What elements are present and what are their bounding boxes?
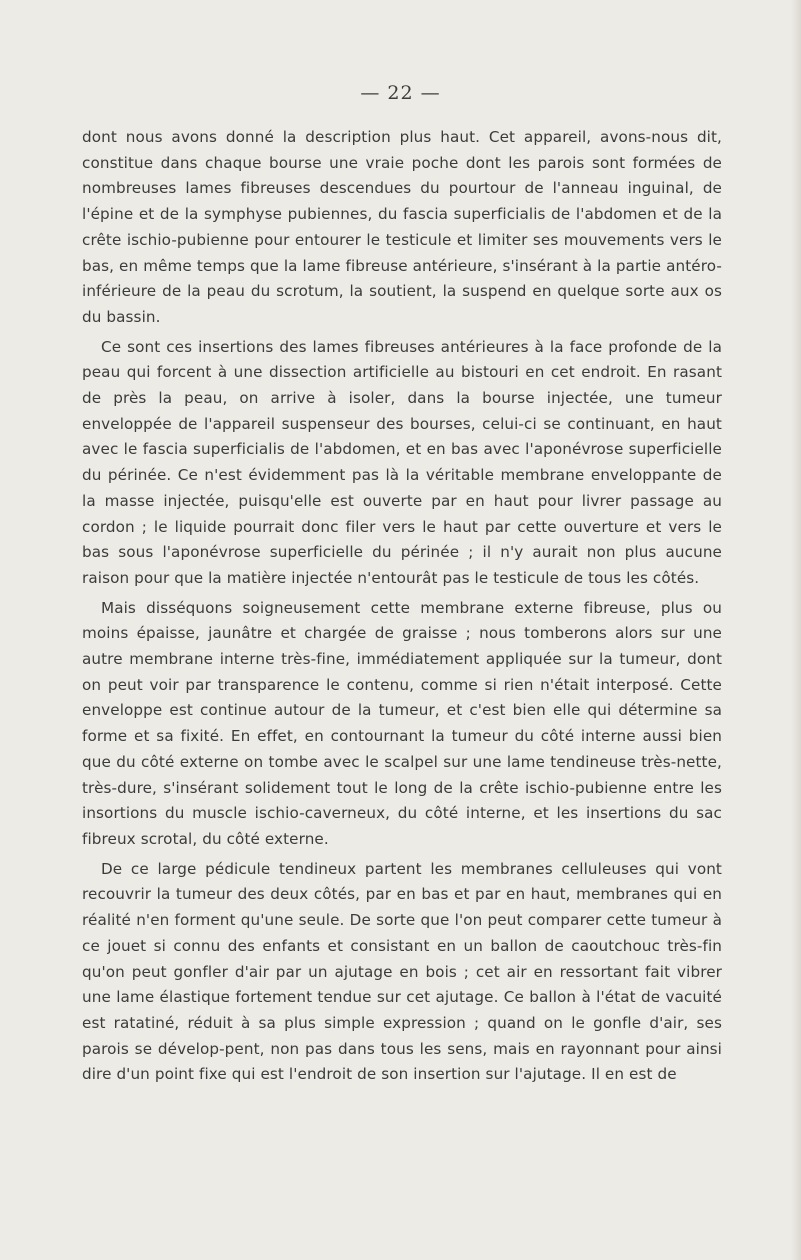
body-text — [82, 125, 722, 1088]
page-edge-shadow — [791, 0, 801, 1260]
paragraph-3: Mais disséquons soigneusement cette membrane externe fibreuse, plus ou moins épaisse, jaunâtre et chargée de graisse ; nous tomberons alors sur une autre membrane interne très-fine, immédiatement appliquée sur la tumeur, dont on peut voir par transparence le contenu, comme si rien n'était interposé. Cette enveloppe est continue autour de la tumeur, et c'est bien elle qui détermine sa forme et sa fixité. En effet, en contournant la tumeur du côté interne aussi bien que du côté externe on tombe avec le scalpel sur une lame tendineuse très-nette, très-dure, s'insérant solidement tout le long de la crête ischio-pubienne entre les insortions du muscle ischio-caverneux, du côté interne, et les insertions du sac fibreux scrotal, du côté externe. — [82, 598, 722, 848]
page-number: — 22 — — [360, 82, 441, 104]
paragraph-1: dont nous avons donné la description plus haut. Cet appareil, avons-nous dit, constitue dans chaque bourse une vraie poche dont les parois sont formées de nombreuses lames fibreuses descendues du pourtour de l'anneau inguinal, de l'épine et de la symphyse pubiennes, du fascia superficialis de l'abdomen et de la crête ischio-pubienne pour entourer le testicule et limiter ses mouvements vers le bas, en même temps que la lame fibreuse antérieure, s'insérant à la partie antéro-inférieure de la peau du scrotum, la soutient, la suspend en quelque sorte aux os du bassin. — [82, 128, 722, 326]
paragraph-4: De ce large pédicule tendineux partent les membranes celluleuses qui vont recouvrir la tumeur des deux côtés, par en bas et par en haut, membranes qui en réalité n'en forment qu'une seule. De sorte que l'on peut comparer cette tumeur à ce jouet si connu des enfants et consistant en un ballon de caoutchouc très-fin qu'on peut gonfler d'air par un ajutage en bois ; cet air en ressortant fait vibrer une lame élastique fortement tendue sur cet ajutage. Ce ballon à l'état de vacuité est ratatiné, réduit à sa plus simple expression ; quand on le gonfle d'air, ses parois se dévelop-pent, non pas dans tous les sens, mais en rayonnant pour ainsi dire d'un point fixe qui est l'endroit de son insertion sur l'ajutage. Il en est de — [82, 859, 722, 1084]
paragraph-2: Ce sont ces insertions des lames fibreuses antérieures à la face profonde de la peau qui forcent à une dissection artificielle au bistouri en cet endroit. En rasant de près la peau, on arrive à isoler, dans la bourse injectée, une tumeur enveloppée de l'appareil suspenseur des bourses, celui-ci se continuant, en haut avec le fascia superficialis de l'abdomen, et en bas avec l'aponévrose superficielle du périnée. Ce n'est évidemment pas là la véritable membrane enveloppante de la masse injectée, puisqu'elle est ouverte par en haut pour livrer passage au cordon ; le liquide pourrait donc filer vers le haut par cette ouverture et vers le bas sous l'aponévrose superficielle du périnée ; il n'y aurait non plus aucune raison pour que la matière injectée n'entourât pas le testicule de tous les côtés. — [82, 337, 722, 587]
